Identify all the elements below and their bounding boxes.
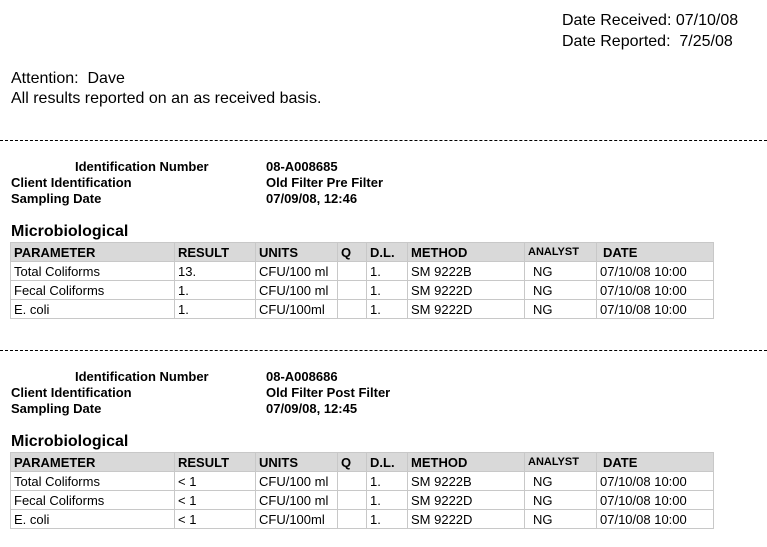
table-header-row — [11, 453, 714, 472]
cell-parameter: Fecal Coliforms — [11, 281, 175, 300]
column-header-date: DATE — [597, 243, 714, 262]
table-header-row — [11, 243, 714, 262]
cell-q — [338, 262, 367, 281]
cell-units: CFU/100ml — [256, 510, 338, 529]
table-row — [11, 262, 714, 281]
cell-parameter: E. coli — [11, 300, 175, 319]
cell-parameter: E. coli — [11, 510, 175, 529]
table-row — [11, 300, 714, 319]
table-row — [11, 491, 714, 510]
cell-dl: 1. — [367, 491, 408, 510]
identification-number-label: Identification Number — [75, 369, 209, 384]
client-identification-value: Old Filter Pre Filter — [266, 175, 384, 190]
cell-analyst: NG — [525, 472, 597, 491]
column-header-analyst: ANALYST — [525, 243, 597, 262]
cell-units: CFU/100 ml — [256, 262, 338, 281]
client-identification-label: Client Identification — [11, 175, 132, 190]
cell-units: CFU/100 ml — [256, 281, 338, 300]
cell-method: SM 9222D — [408, 510, 525, 529]
cell-method: SM 9222D — [408, 300, 525, 319]
cell-q — [338, 281, 367, 300]
cell-result: 13. — [175, 262, 256, 281]
column-header-units: UNITS — [256, 453, 338, 472]
column-header-dl: D.L. — [367, 453, 408, 472]
cell-date: 07/10/08 10:00 — [597, 300, 714, 319]
column-header-result: RESULT — [175, 243, 256, 262]
cell-method: SM 9222B — [408, 262, 525, 281]
identification-number-value: 08-A008685 — [266, 159, 338, 174]
sampling-date-label: Sampling Date — [11, 191, 102, 206]
table-row — [11, 472, 714, 491]
identification-number-value: 08-A008686 — [266, 369, 338, 384]
cell-result: < 1 — [175, 510, 256, 529]
section-title: Microbiological — [11, 223, 129, 240]
cell-dl: 1. — [367, 472, 408, 491]
section-divider — [0, 140, 767, 141]
cell-method: SM 9222D — [408, 491, 525, 510]
cell-date: 07/10/08 10:00 — [597, 472, 714, 491]
table-row — [11, 281, 714, 300]
results-table — [10, 452, 714, 529]
cell-q — [338, 491, 367, 510]
cell-analyst: NG — [525, 491, 597, 510]
client-identification-value: Old Filter Post Filter — [266, 385, 391, 400]
cell-result: 1. — [175, 300, 256, 319]
column-header-parameter: PARAMETER — [11, 243, 175, 262]
cell-method: SM 9222D — [408, 281, 525, 300]
date-received: Date Received: 07/10/08 — [562, 12, 739, 29]
cell-parameter: Fecal Coliforms — [11, 491, 175, 510]
column-header-dl: D.L. — [367, 243, 408, 262]
date-reported: Date Reported: 7/25/08 — [562, 33, 733, 50]
column-header-analyst: ANALYST — [525, 453, 597, 472]
cell-units: CFU/100ml — [256, 300, 338, 319]
cell-date: 07/10/08 10:00 — [597, 262, 714, 281]
cell-units: CFU/100 ml — [256, 472, 338, 491]
cell-date: 07/10/08 10:00 — [597, 510, 714, 529]
cell-analyst: NG — [525, 281, 597, 300]
client-identification-label: Client Identification — [11, 385, 132, 400]
cell-q — [338, 300, 367, 319]
cell-dl: 1. — [367, 281, 408, 300]
table-row — [11, 510, 714, 529]
identification-number-label: Identification Number — [75, 159, 209, 174]
sampling-date-label: Sampling Date — [11, 401, 102, 416]
column-header-q: Q — [338, 243, 367, 262]
cell-q — [338, 510, 367, 529]
cell-q — [338, 472, 367, 491]
cell-dl: 1. — [367, 300, 408, 319]
column-header-units: UNITS — [256, 243, 338, 262]
section-title: Microbiological — [11, 433, 129, 450]
cell-date: 07/10/08 10:00 — [597, 281, 714, 300]
results-table — [10, 242, 714, 319]
attention-line: Attention: Dave — [11, 70, 125, 87]
column-header-q: Q — [338, 453, 367, 472]
cell-parameter: Total Coliforms — [11, 472, 175, 491]
column-header-parameter: PARAMETER — [11, 453, 175, 472]
cell-dl: 1. — [367, 262, 408, 281]
cell-parameter: Total Coliforms — [11, 262, 175, 281]
cell-result: < 1 — [175, 472, 256, 491]
sampling-date-value: 07/09/08, 12:45 — [266, 401, 358, 416]
cell-method: SM 9222B — [408, 472, 525, 491]
column-header-method: METHOD — [408, 453, 525, 472]
cell-analyst: NG — [525, 300, 597, 319]
cell-result: 1. — [175, 281, 256, 300]
cell-dl: 1. — [367, 510, 408, 529]
cell-date: 07/10/08 10:00 — [597, 491, 714, 510]
basis-note: All results reported on an as received basis. — [11, 90, 322, 107]
cell-units: CFU/100 ml — [256, 491, 338, 510]
sampling-date-value: 07/09/08, 12:46 — [266, 191, 358, 206]
column-header-result: RESULT — [175, 453, 256, 472]
cell-result: < 1 — [175, 491, 256, 510]
column-header-date: DATE — [597, 453, 714, 472]
cell-analyst: NG — [525, 262, 597, 281]
section-divider — [0, 350, 767, 351]
cell-analyst: NG — [525, 510, 597, 529]
column-header-method: METHOD — [408, 243, 525, 262]
